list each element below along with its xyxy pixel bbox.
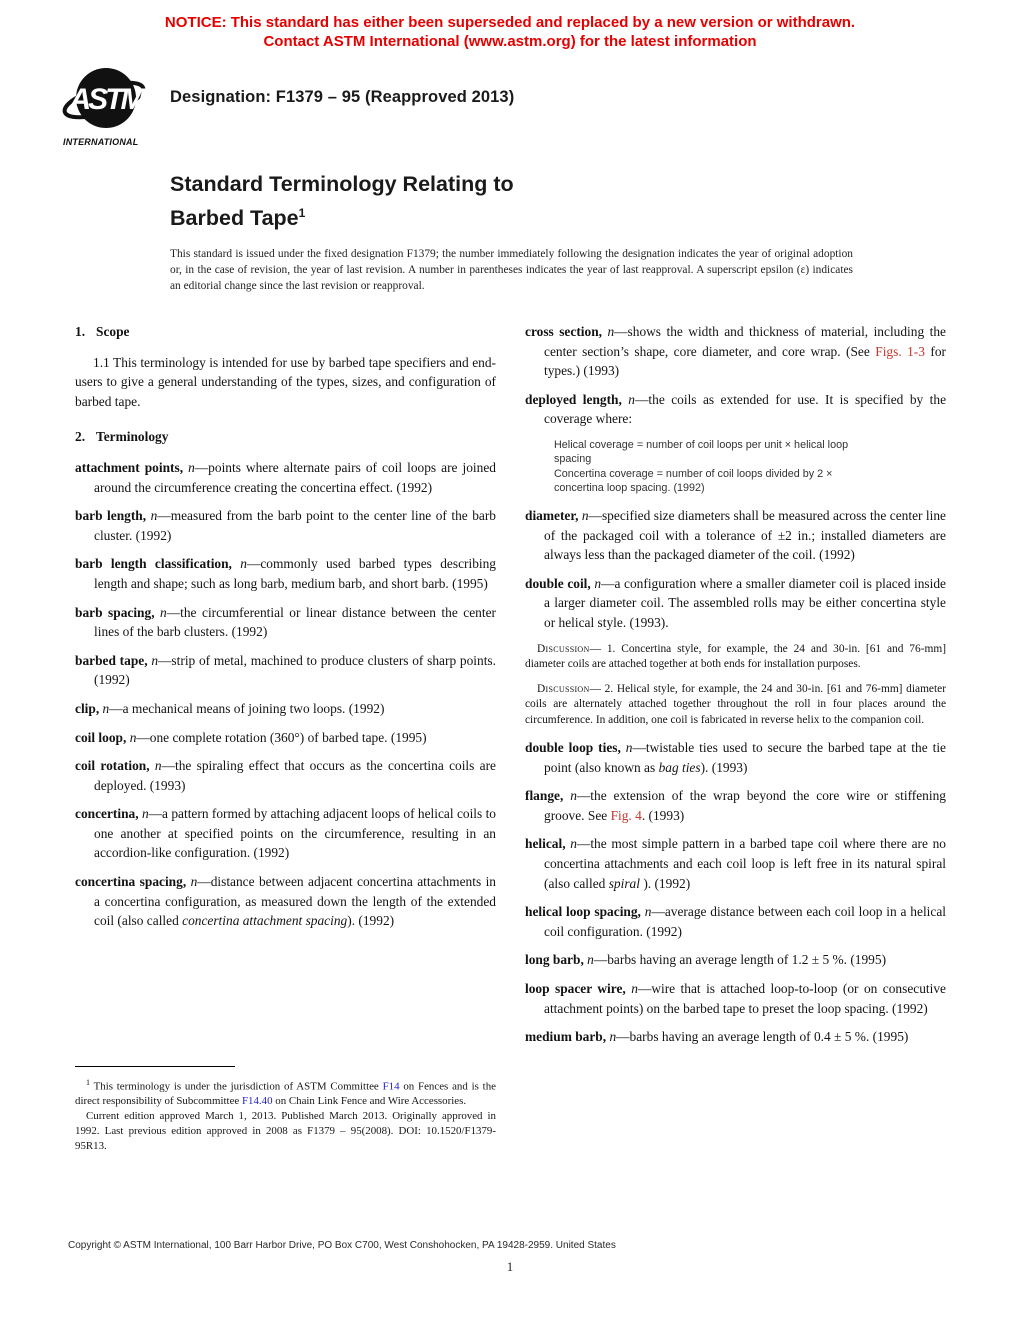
term-entry: long barb, n—barbs having an average length of 1.2 ± 5 %. (1995) <box>525 952 887 968</box>
term-entry: medium barb, n—barbs having an average length of 0.4 ± 5 %. (1995) <box>525 1029 909 1045</box>
part-of-speech: n <box>625 980 638 996</box>
term-entry: cross section, n—shows the width and thickness of material, including the center section’s shape, core diameter, and core wrap. (See Figs. 1-3 for types.) (1993) <box>525 324 946 379</box>
term-name: long barb, <box>525 952 584 968</box>
astm-logo <box>60 62 152 147</box>
title-footnote-ref[interactable]: 1 <box>298 206 306 220</box>
link-fig-4[interactable]: Fig. 4 <box>610 807 642 823</box>
page-title <box>170 170 514 233</box>
footnote-paragraph: $^1$ This terminology is under the jurisdiction of ASTM Committee F14 on Fences and is the direct responsibility of Subcommittee F14.40 on Chain Link Fence and Wire Accessories. <box>75 1078 496 1108</box>
astm-logo-international-label: INTERNATIONAL <box>63 137 139 147</box>
italic-text: concertina attachment spacing <box>182 913 348 929</box>
coverage-formula <box>554 438 879 496</box>
discussion-note: Discussion— 1. Concertina style, for example, the 24 and 30-in. [61 and 76-mm] diameter coils are attached together at both ends for installation purposes. <box>525 642 946 670</box>
section-title: Terminology <box>96 429 169 445</box>
term-name: attachment points, <box>75 459 184 475</box>
part-of-speech: n <box>620 740 633 756</box>
issued-note: This standard is issued under the fixed designation F1379; the number immediately following the designation indicates the year of original adoption or, in the case of revision, the year of last revision. A number in parentheses indicates the year of last reapproval. A superscript epsilon (ε) indicates an editorial change since the last revision or reapproval. <box>170 248 853 292</box>
term-name: concertina, <box>75 806 139 822</box>
part-of-speech: n <box>640 904 652 920</box>
term-name: helical, <box>525 836 566 852</box>
term-name: double loop ties, <box>525 740 621 756</box>
term-name: medium barb, <box>525 1029 607 1045</box>
link-committee-f14[interactable]: F14 <box>382 1080 400 1093</box>
term-name: coil loop, <box>75 729 127 745</box>
copyright-line: Copyright © ASTM International, 100 Barr Harbor Drive, PO Box C700, West Conshohocken, PA 19428-2959. United States <box>68 1240 616 1251</box>
part-of-speech: n <box>563 788 577 804</box>
formula-line: Helical coverage = number of coil loops per unit × helical loop spacing <box>554 438 849 466</box>
term-entry: barbed tape, n—strip of metal, machined to produce clusters of sharp points. (1992) <box>75 652 496 688</box>
part-of-speech: n <box>126 729 137 745</box>
term-entry: barb spacing, n—the circumferential or linear distance between the center lines of the barb clusters. (1992) <box>75 604 496 640</box>
formula-line: Concertina coverage = number of coil loops divided by 2 × concertina loop spacing. (1992) <box>554 467 833 495</box>
smallcaps-label: Discussion <box>537 642 590 655</box>
footnote-block <box>75 1066 496 1154</box>
part-of-speech: n <box>621 391 636 407</box>
term-name: double coil, <box>525 575 591 591</box>
footnote-marker: 1 <box>86 1078 90 1087</box>
notice-line-1: NOTICE: This standard has either been superseded and replaced by a new version or withdrawn. <box>164 14 856 31</box>
term-name: deployed length, <box>525 391 622 407</box>
term-name: clip, <box>75 700 100 716</box>
term-name: flange, <box>525 788 564 804</box>
part-of-speech: n <box>565 836 577 852</box>
term-entry: coil loop, n—one complete rotation (360°) of barbed tape. (1995) <box>75 729 427 745</box>
term-entry: deployed length, n—the coils as extended for use. It is specified by the coverage where: <box>525 391 947 427</box>
term-entry: barb length classification, n—commonly used barbed types describing length and shape; such as long barb, medium barb, and short barb. (1995) <box>75 556 497 591</box>
part-of-speech: n <box>186 874 198 890</box>
term-name: barb spacing, <box>75 604 155 620</box>
term-entry: clip, n—a mechanical means of joining two loops. (1992) <box>75 700 385 716</box>
term-name: cross section, <box>525 324 602 339</box>
term-entry: concertina, n—a pattern formed by attaching adjacent loops of helical coils to one another at specified points on the circumference, resulting in an accordion-like configuration. (1992) <box>75 806 497 861</box>
term-name: coil rotation, <box>75 758 150 774</box>
link-figs-1-3[interactable]: Figs. 1-3 <box>875 343 925 359</box>
term-entry: flange, n—the extension of the wrap beyond the core wire or stiffening groove. See Fig. 4. (1993) <box>525 788 946 823</box>
term-entry: coil rotation, n—the spiraling effect that occurs as the concertina coils are deployed. (1993) <box>75 758 496 793</box>
term-entry: double coil, n—a configuration where a smaller diameter coil is placed inside a larger diameter coil. The assembled rolls may be either concertina style or helical style. (1993). <box>525 575 946 630</box>
section-heading <box>75 322 496 342</box>
part-of-speech: n <box>590 575 602 591</box>
italic-text: bag ties <box>658 759 701 775</box>
term-entry: helical, n—the most simple pattern in a barbed tape coil where there are no concertina attachments and each coil loop is left free in its natural spiral (also called spiral ). (1992) <box>525 836 947 891</box>
paragraph: 1.1 This terminology is intended for use by barbed tape specifiers and end-users to give a general understanding of the types, sizes, and configuration of barbed tape. <box>75 354 496 409</box>
title-line-2: Barbed Tape <box>170 206 299 231</box>
astm-globe-icon <box>62 62 150 136</box>
term-name: diameter, <box>525 507 579 523</box>
term-entry: diameter, n—specified size diameters shall be measured across the center line of the packaged coil with a tolerance of ±2 in.; installed diameters are always less than the packaged diameter of the coil. (1992) <box>525 507 946 563</box>
title-line-1: Standard Terminology Relating to <box>170 172 514 196</box>
term-name: barb length, <box>75 508 147 524</box>
part-of-speech: n <box>578 507 589 523</box>
section-number: 1. <box>75 324 86 339</box>
part-of-speech: n <box>154 604 167 620</box>
part-of-speech: n <box>149 758 162 774</box>
term-entry: concertina spacing, n—distance between adjacent concertina attachments in a concertina configuration, as measured down the length of the extended coil (also called concertina attachment spacing). (1992) <box>75 874 496 929</box>
footnote-rule <box>75 1066 235 1067</box>
term-entry: double loop ties, n—twistable ties used to secure the barbed tape at the tie point (also known as bag ties). (1993) <box>525 740 946 775</box>
part-of-speech: n <box>583 952 594 968</box>
discussion-note: Discussion— 2. Helical style, for example, the 24 and 30-in. [61 and 76-mm] diameter coils are alternately attached together throughout the roll in four places around the circumference. In addition, one coil is fabricated in reverse helix to the companion coil. <box>525 683 946 726</box>
footnote-paragraph: Current edition approved March 1, 2013. Published March 2013. Originally approved in 1992. Last previous edition approved in 2008 as F1379 – 95(2008). DOI: 10.1520/F1379-95R13. <box>75 1110 496 1152</box>
part-of-speech: n <box>231 556 247 572</box>
term-name: helical loop spacing, <box>525 904 641 920</box>
term-name: barb length classification, <box>75 556 232 572</box>
link-subcommittee-f14-40[interactable]: F14.40 <box>241 1095 273 1108</box>
part-of-speech: n <box>601 324 615 339</box>
section-heading <box>75 427 496 447</box>
part-of-speech: n <box>99 700 110 716</box>
supersede-notice <box>0 13 1020 51</box>
left-column <box>75 322 496 1056</box>
right-column <box>525 322 946 1056</box>
page-number: 1 <box>506 1260 514 1274</box>
notice-line-2: Contact ASTM International (www.astm.org) for the latest information <box>263 33 757 50</box>
part-of-speech: n <box>147 652 159 668</box>
svg-text:ASTM: ASTM <box>69 83 143 116</box>
two-column-body <box>75 322 946 1056</box>
smallcaps-label: Discussion <box>537 683 590 696</box>
part-of-speech: n <box>146 508 158 524</box>
part-of-speech: n <box>183 459 195 475</box>
section-number: 2. <box>75 429 86 445</box>
term-entry: loop spacer wire, n—wire that is attached loop-to-loop (or on consecutive attachment points) on the barbed tape to preset the loop spacing. (1992) <box>525 980 946 1016</box>
italic-text: spiral <box>608 875 640 891</box>
term-name: loop spacer wire, <box>525 980 626 996</box>
designation: Designation: F1379 – 95 (Reapproved 2013) <box>170 88 515 106</box>
part-of-speech: n <box>606 1029 617 1045</box>
term-entry: helical loop spacing, n—average distance between each coil loop in a helical coil configuration. (1992) <box>525 904 946 939</box>
term-entry: attachment points, n—points where alternate pairs of coil loops are joined around the circumference creating the concertina effect. (1992) <box>75 459 496 495</box>
term-name: concertina spacing, <box>75 874 187 890</box>
section-title: Scope <box>96 324 130 339</box>
term-name: barbed tape, <box>75 652 148 668</box>
part-of-speech: n <box>138 806 149 822</box>
term-entry: barb length, n—measured from the barb point to the center line of the barb cluster. (1992) <box>75 508 496 543</box>
